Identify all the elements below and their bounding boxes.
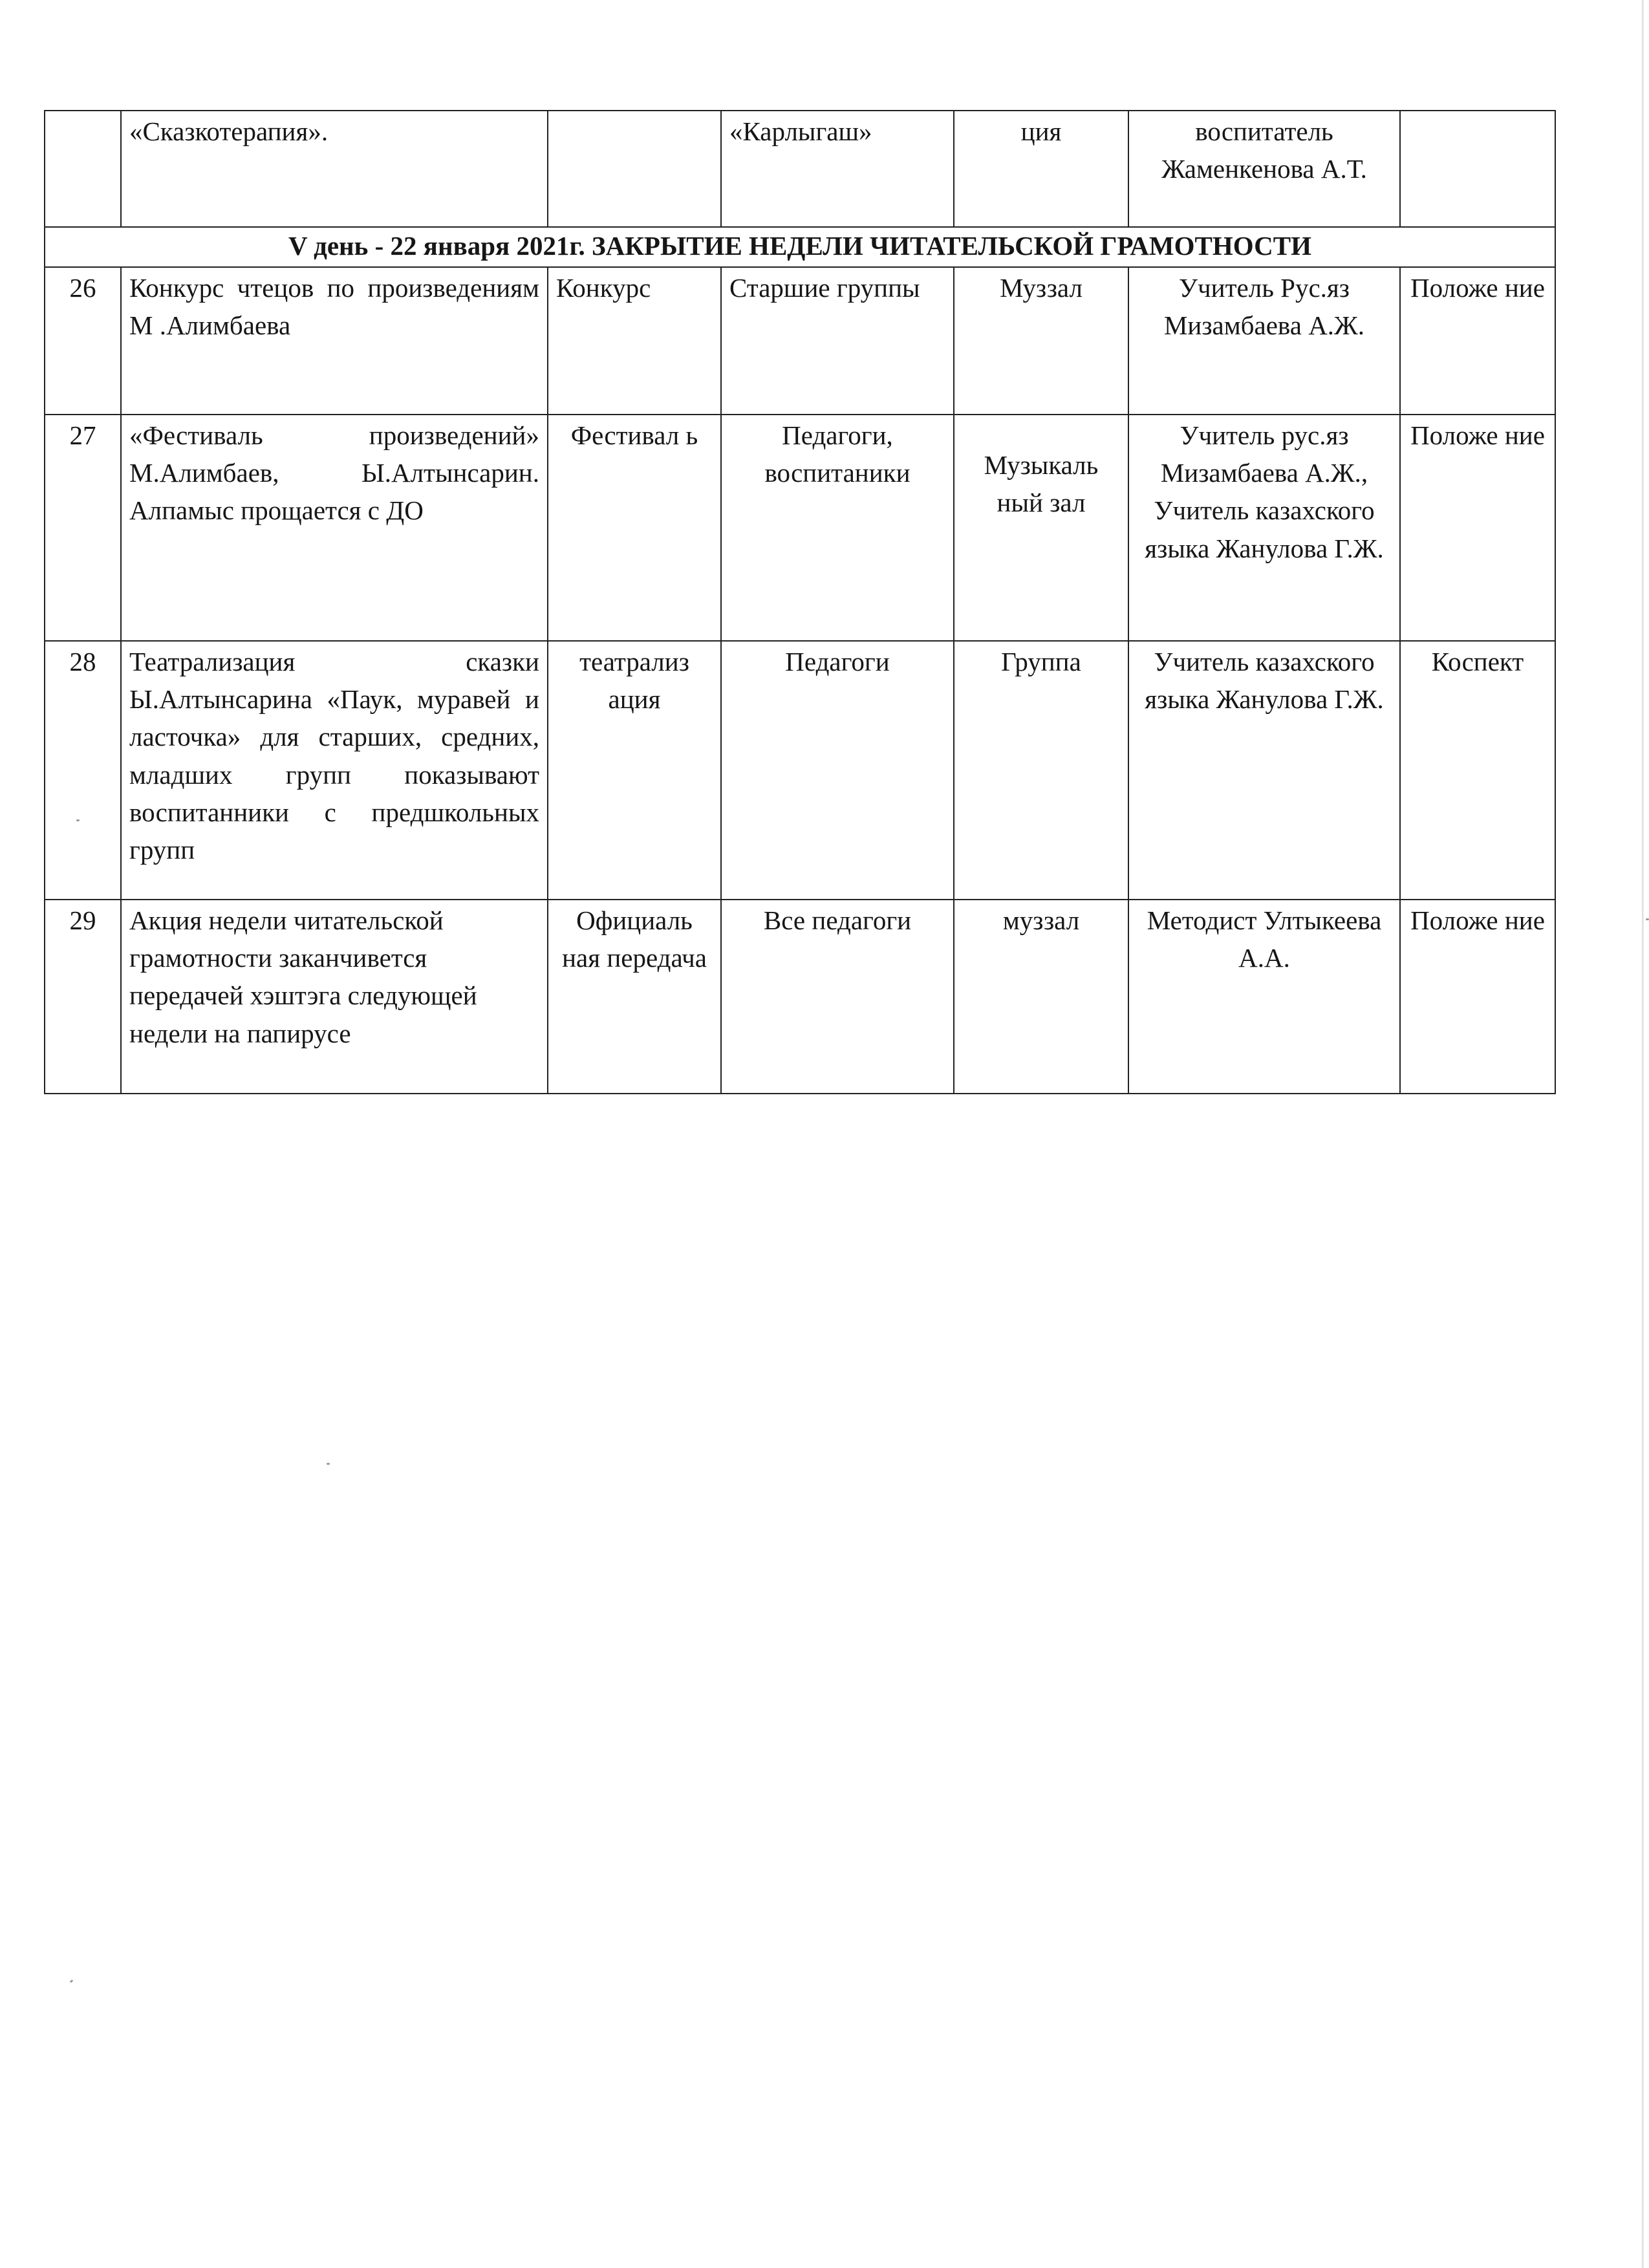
table-row [45,267,1555,415]
cell-participants: Все педагоги [721,900,954,1094]
scan-speck [70,1980,74,1983]
cell-doc: Положе ние [1400,267,1555,415]
cell-title: Театрализация сказки Ы.Алтынсарина «Паук, муравей и ласточка» для старших, средних, младших групп показывают воспитанники с предшкольных групп [121,641,548,900]
cell-place: муззал [954,900,1128,1094]
cell-num [45,111,121,227]
cell-doc [1400,111,1555,227]
cell-doc: Положе ние [1400,900,1555,1094]
cell-responsible: Учитель казахского языка Жанулова Г.Ж. [1128,641,1400,900]
cell-responsible: Учитель рус.яз Мизамбаева А.Ж., Учитель казахского языка Жанулова Г.Ж. [1128,415,1400,641]
table-row [45,900,1555,1094]
cell-num: 27 [45,415,121,641]
scan-speck [76,819,80,821]
cell-title: «Фестиваль произведений» М.Алимбаев, Ы.Алтынсарин. Алпамыс прощается с ДО [121,415,548,641]
cell-form: театрализ ация [548,641,721,900]
cell-title: «Сказкотерапия». [121,111,548,227]
scan-speck [327,1463,330,1465]
cell-num: 29 [45,900,121,1094]
cell-form: Официаль ная передача [548,900,721,1094]
cell-num: 28 [45,641,121,900]
cell-form: Конкурс [548,267,721,415]
cell-responsible: воспитатель Жаменкенова А.Т. [1128,111,1400,227]
cell-num: 26 [45,267,121,415]
scan-speck [1646,918,1649,920]
cell-participants: Педагоги [721,641,954,900]
cell-doc: Коспект [1400,641,1555,900]
cell-form [548,111,721,227]
table-row-continuation [45,111,1555,227]
scan-page-edge [1642,0,1644,2268]
cell-participants: «Карлыгаш» [721,111,954,227]
cell-participants: Старшие группы [721,267,954,415]
cell-place: ция [954,111,1128,227]
cell-place: Музыкаль ный зал [954,415,1128,641]
cell-title: Конкурс чтецов по произведениям М .Алимбаева [121,267,548,415]
cell-responsible: Учитель Рус.яз Мизамбаева А.Ж. [1128,267,1400,415]
section-header-row [45,227,1555,267]
cell-place: Группа [954,641,1128,900]
table-row [45,415,1555,641]
section-title: V день - 22 января 2021г. ЗАКРЫТИЕ НЕДЕЛИ ЧИТАТЕЛЬСКОЙ ГРАМОТНОСТИ [45,227,1555,267]
cell-place: Муззал [954,267,1128,415]
cell-responsible: Методист Ултыкеева А.А. [1128,900,1400,1094]
event-plan-table [44,110,1556,1094]
cell-doc: Положе ние [1400,415,1555,641]
table-row [45,641,1555,900]
cell-participants: Педагоги, воспитаники [721,415,954,641]
cell-title: Акция недели читательской грамотности заканчивется передачей хэштэга следующей недели на папирусе [121,900,548,1094]
cell-form: Фестивал ь [548,415,721,641]
